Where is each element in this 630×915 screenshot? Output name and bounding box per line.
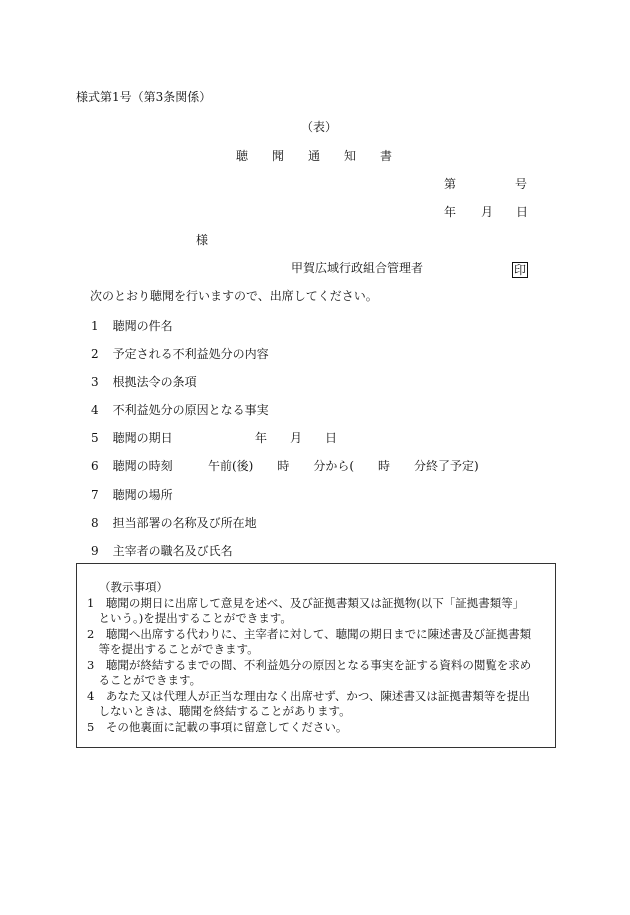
item-label: 主宰者の職名及び氏名 [112, 544, 233, 558]
item-label: 根拠法令の条項 [112, 375, 197, 389]
item-label: 聴聞の件名 [112, 319, 173, 333]
item-num: 5 [91, 431, 99, 445]
document-title: 聴 聞 通 知 書 [236, 149, 393, 163]
notice-line: しないときは、聴聞を終結することがあります。 [87, 704, 351, 718]
item-num: 1 [91, 319, 99, 333]
item-6 [91, 458, 173, 474]
item-num: 8 [91, 516, 99, 530]
notice-line: 5 その他裏面に記載の事項に留意してください。 [87, 720, 348, 734]
seal-mark: 印 [513, 263, 526, 277]
item-num: 2 [91, 347, 99, 361]
number-prefix: 第 [444, 177, 457, 191]
notice-heading: （教示事項） [99, 580, 168, 594]
form-number: 様式第1号（第3条関係） [76, 90, 212, 104]
item-label: 担当部署の名称及び所在地 [112, 516, 257, 530]
notice-line: 3 聴聞が終結するまでの間、不利益処分の原因となる事実を証する資料の閲覧を求め [87, 658, 532, 672]
hearing-time: 午前(後) 時 分から( 時 分終了予定) [208, 459, 479, 473]
item-8 [91, 515, 257, 531]
item-label: 不利益処分の原因となる事実 [112, 403, 269, 417]
item-label: 聴聞の場所 [112, 488, 173, 502]
item-label: 聴聞の時刻 [112, 459, 173, 473]
item-9 [91, 543, 233, 559]
item-num: 4 [91, 403, 99, 417]
item-5 [91, 430, 173, 446]
date-month: 月 [481, 205, 494, 219]
item-num: 9 [91, 544, 99, 558]
side-label: （表） [301, 120, 338, 134]
item-num: 3 [91, 375, 99, 389]
notice-box [76, 563, 556, 748]
notice-line: 4 あなた又は代理人が正当な理由なく出席せず、かつ、陳述書又は証拠書類等を提出 [87, 689, 530, 703]
item-7 [91, 487, 173, 503]
date-year: 年 [444, 205, 457, 219]
hearing-date-day: 日 [325, 431, 338, 445]
notice-line: ることができます。 [87, 673, 202, 687]
addressee-suffix: 様 [196, 233, 209, 247]
item-label: 予定される不利益処分の内容 [112, 347, 269, 361]
notice-line: 2 聴聞へ出席する代わりに、主宰者に対して、聴聞の期日までに陳述書及び証拠書類 [87, 627, 532, 641]
item-num: 7 [91, 488, 99, 502]
notice-line: という。)を提出することができます。 [87, 611, 292, 625]
item-3 [91, 374, 197, 390]
notice-line: 等を提出することができます。 [87, 642, 259, 656]
item-2 [91, 346, 269, 362]
hearing-date-month: 月 [290, 431, 303, 445]
item-4 [91, 402, 269, 418]
issuer: 甲賀広域行政組合管理者 [291, 261, 424, 275]
number-suffix: 号 [515, 177, 528, 191]
hearing-date-year: 年 [255, 431, 268, 445]
item-1 [91, 318, 173, 334]
item-num: 6 [91, 459, 99, 473]
date-day: 日 [516, 205, 529, 219]
item-label: 聴聞の期日 [112, 431, 173, 445]
intro-text: 次のとおり聴聞を行いますので、出席してください。 [90, 289, 378, 303]
notice-line: 1 聴聞の期日に出席して意見を述べ、及び証拠書類又は証拠物(以下「証拠書類等」 [87, 596, 525, 610]
